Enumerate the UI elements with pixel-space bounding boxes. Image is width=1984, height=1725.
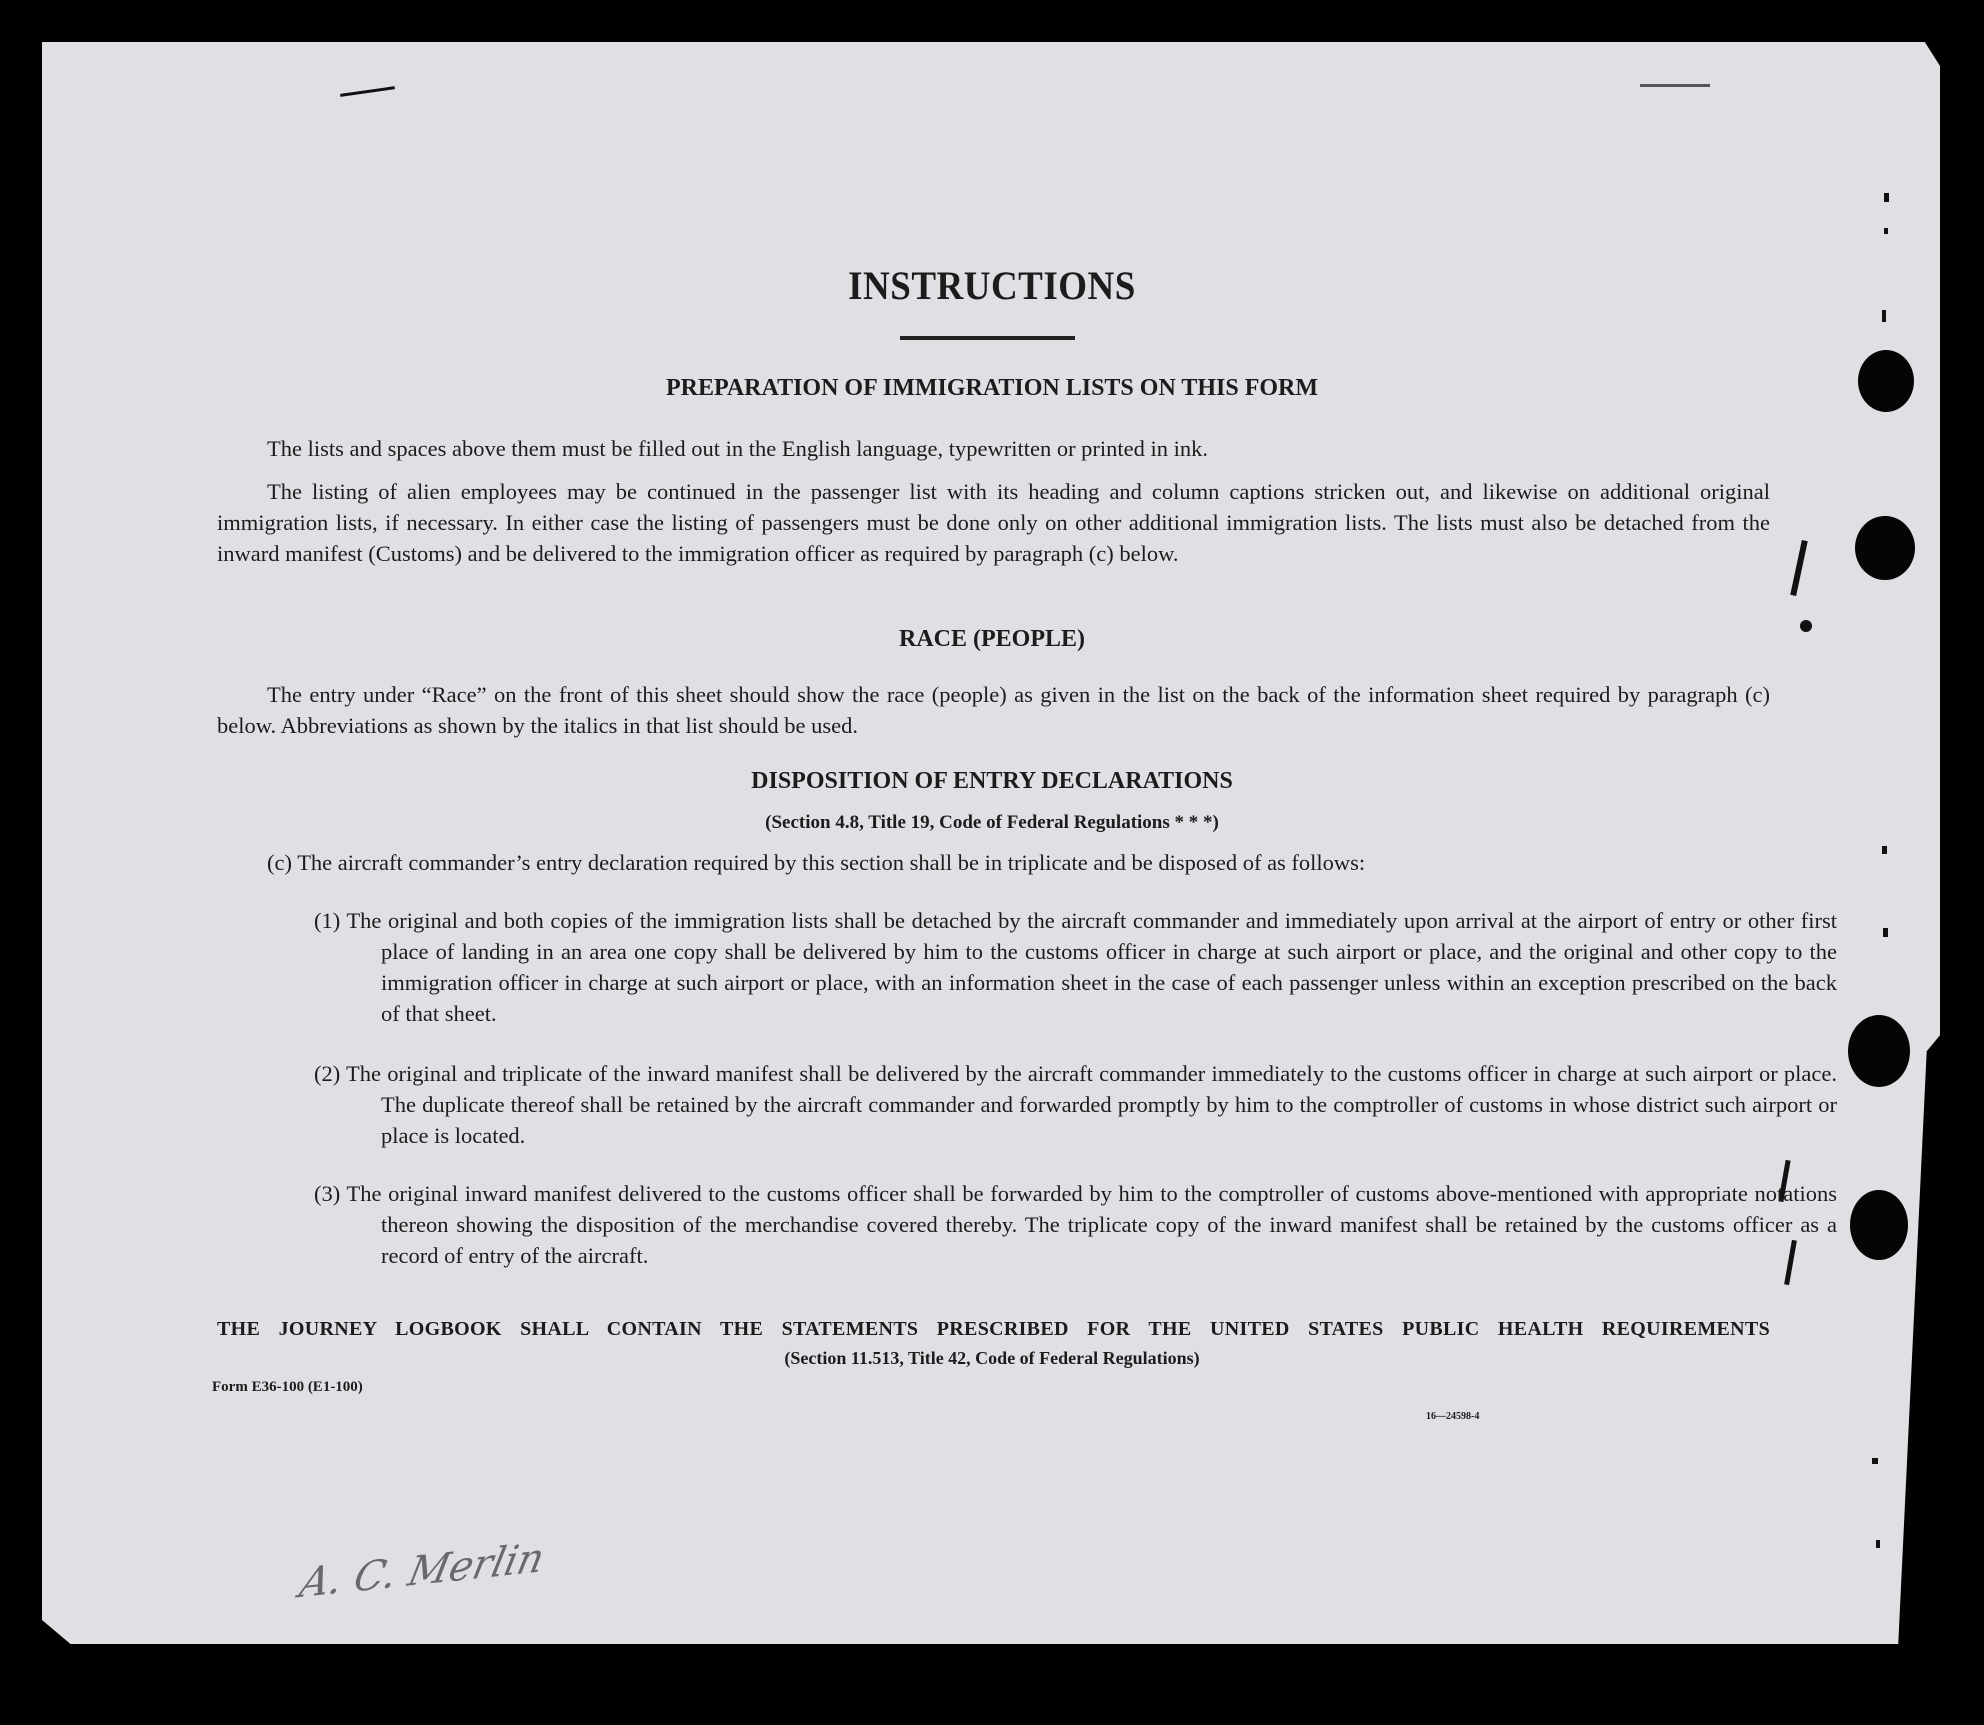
disposition-item-3: (3) The original inward manifest delivered to the customs officer shall be forwarded by him to the comptroller of customs above-mentioned with appropriate notations thereon showing the disposition of the merchandise covered thereby. The triplicate copy of the inward manifest shall be retained by the customs officer as a record of entry of the aircraft.: [314, 1181, 1837, 1268]
disposition-item-2: (2) The original and triplicate of the inward manifest shall be delivered by the aircraft commander immediately to the customs officer in charge at such airport or place. The duplicate thereof shall be retained by the aircraft commander and forwarded promptly by him to the comptroller of customs in whose district such airport or place is located.: [314, 1061, 1837, 1148]
preparation-heading: PREPARATION OF IMMIGRATION LISTS ON THIS FORM: [665, 375, 1319, 401]
punch-hole: [1848, 1015, 1910, 1087]
punch-hole: [1855, 516, 1915, 580]
scan-mark: [1883, 928, 1888, 937]
scan-mark: [1882, 310, 1886, 322]
print-code: 16—24598-4: [1426, 1411, 1480, 1422]
disposition-intro: (c) The aircraft commander’s entry declaration required by this section shall be in triplicate and be disposed of as follows:: [267, 850, 1366, 875]
scan-mark: [1882, 846, 1887, 854]
handwritten-signature: A. C. Merlin: [295, 1534, 549, 1608]
disposition-heading: DISPOSITION OF ENTRY DECLARATIONS: [751, 768, 1233, 794]
scan-mark: [1884, 228, 1888, 234]
preparation-paragraph-1: The lists and spaces above them must be filled out in the English language, typewritten or printed in ink.: [267, 436, 1209, 461]
disposition-citation: (Section 4.8, Title 19, Code of Federal Regulations * * *): [765, 812, 1219, 833]
health-requirements-statement: THE JOURNEY LOGBOOK SHALL CONTAIN THE STATEMENTS PRESCRIBED FOR THE UNITED STATES PUBLIC HEALTH REQUIREMENTS: [217, 1318, 1770, 1340]
health-requirements-citation: (Section 11.513, Title 42, Code of Federal Regulations): [784, 1348, 1200, 1368]
page-title: INSTRUCTIONS: [848, 263, 1136, 310]
title-underline: [900, 336, 1075, 340]
scan-mark: [1640, 84, 1710, 87]
form-number: Form E36-100 (E1-100): [212, 1379, 363, 1395]
race-paragraph: The entry under “Race” on the front of this sheet should show the race (people) as given in the list on the back of the information sheet required by paragraph (c) below. Abbreviations as shown by the italics in that list should be used.: [217, 682, 1770, 738]
scan-mark: [1872, 1458, 1878, 1464]
race-heading: RACE (PEOPLE): [899, 626, 1085, 652]
disposition-item-1: (1) The original and both copies of the immigration lists shall be detached by the aircraft commander and immediately upon arrival at the airport of entry or other first place of landing in an area one copy shall be delivered by him to the customs officer in charge at such airport or place, and the original and other copy to the immigration officer in charge at such airport or place, with an information sheet in the case of each passenger unless within an exception prescribed on the back of that sheet.: [314, 908, 1837, 1026]
scan-mark: [1884, 193, 1889, 202]
scan-mark: [1876, 1540, 1880, 1548]
punch-hole: [1850, 1190, 1908, 1260]
preparation-paragraph-2: The listing of alien employees may be continued in the passenger list with its heading and column captions stricken out, and likewise on additional original immigration lists, if necessary. In either case the listing of passengers must be done only on other additional immigration lists. The lists must also be detached from the inward manifest (Customs) and be delivered to the immigration officer as required by paragraph (c) below.: [217, 479, 1770, 566]
